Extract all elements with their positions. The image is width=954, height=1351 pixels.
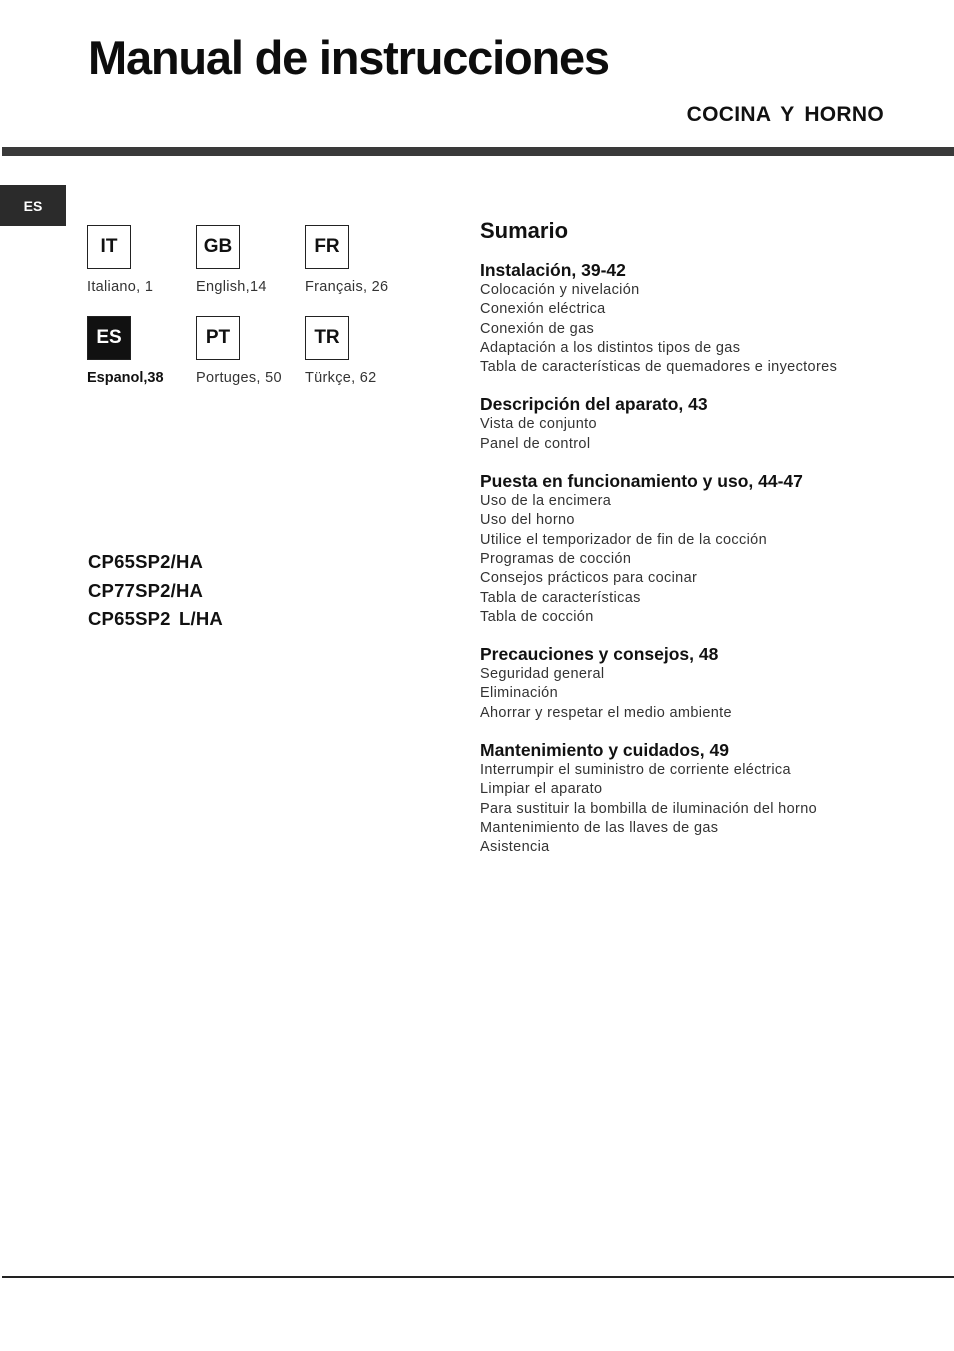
language-page-ref-fr: Français, 26: [305, 279, 389, 295]
language-page-ref-gb: English,14: [196, 279, 267, 295]
toc-item: Conexión eléctrica: [480, 301, 606, 318]
toc-item: Tabla de cocción: [480, 608, 594, 625]
toc-item: Conexión de gas: [480, 320, 595, 337]
toc-section: [480, 644, 860, 723]
toc-item: Tabla de características de quemadores e inyectores: [480, 359, 838, 376]
language-box-tr: TR: [305, 316, 349, 360]
language-page-ref-it: Italiano, 1: [87, 279, 154, 295]
table-of-contents: [480, 260, 860, 875]
language-page-ref-es: Espanol,38: [87, 370, 164, 386]
language-box-it: IT: [87, 225, 131, 269]
toc-section: [480, 394, 860, 454]
language-side-tab: [0, 185, 66, 226]
language-page-ref-tr: Türkçe, 62: [305, 370, 377, 386]
toc-item: Eliminación: [480, 685, 558, 702]
language-box-fr: FR: [305, 225, 349, 269]
toc-item: Consejos prácticos para cocinar: [480, 570, 698, 587]
toc-item: Programas de cocción: [480, 550, 632, 567]
toc-section-title: Mantenimiento y cuidados, 49: [480, 740, 729, 761]
toc-item: Tabla de características: [480, 589, 641, 606]
language-box-pt: PT: [196, 316, 240, 360]
model-number: CP65SP2/HA: [88, 551, 204, 572]
model-number: CP65SP2 L/HA: [88, 608, 223, 629]
toc-item: Para sustituir la bombilla de iluminación del horno: [480, 800, 818, 817]
toc-item: Asistencia: [480, 839, 550, 856]
toc-item: Panel de control: [480, 435, 591, 452]
model-number: CP77SP2/HA: [88, 579, 204, 601]
language-page-ref-pt: Portuges, 50: [196, 370, 282, 386]
toc-item: Limpiar el aparato: [480, 781, 603, 798]
toc-item: Mantenimiento de las llaves de gas: [480, 819, 719, 836]
toc-section-title: Puesta en funcionamiento y uso, 44-47: [480, 471, 803, 492]
toc-item: Uso del horno: [480, 512, 575, 529]
language-box-es: ES: [87, 316, 131, 360]
page-title: Manual de instrucciones: [88, 31, 609, 84]
toc-item: Vista de conjunto: [480, 416, 597, 433]
toc-item: Colocación y nivelación: [480, 282, 640, 298]
language-box-gb: GB: [196, 225, 240, 269]
toc-section-title: Descripción del aparato, 43: [480, 394, 708, 415]
product-type: COCINA Y HORNO: [686, 103, 884, 126]
toc-item: Uso de la encimera: [480, 493, 612, 510]
toc-item: Adaptación a los distintos tipos de gas: [480, 339, 741, 356]
toc-section: [480, 471, 860, 627]
toc-heading: Sumario: [480, 218, 569, 243]
toc-item: Seguridad general: [480, 666, 605, 683]
toc-section: [480, 260, 860, 377]
toc-section-title: Instalación, 39-42: [480, 260, 626, 280]
toc-section-title: Precauciones y consejos, 48: [480, 644, 719, 665]
toc-section: [480, 740, 860, 857]
toc-item: Ahorrar y respetar el medio ambiente: [480, 704, 732, 721]
footer-rule: [2, 1276, 954, 1278]
language-side-tab-label: ES: [23, 197, 43, 214]
toc-item: Interrumpir el suministro de corriente eléctrica: [480, 762, 791, 779]
header-rule: [2, 147, 954, 156]
toc-item: Utilice el temporizador de fin de la cocción: [480, 531, 768, 548]
